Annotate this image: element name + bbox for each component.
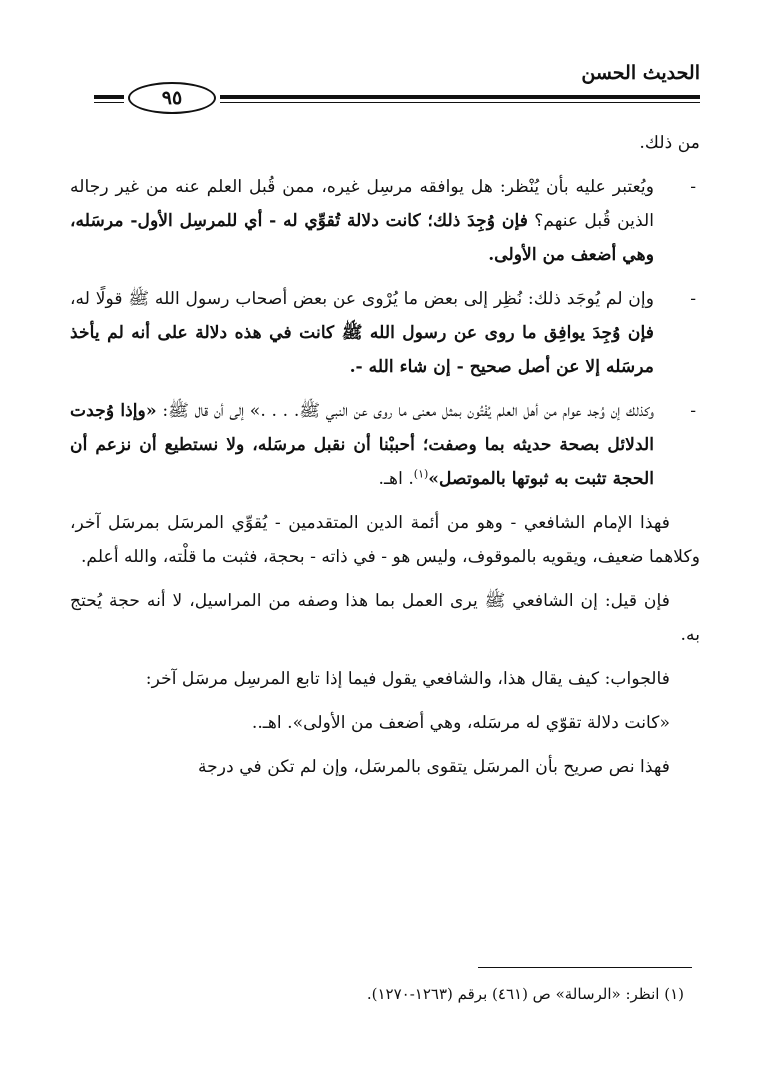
header-rule-left [94,95,124,99]
header-rule-left-thin [94,102,124,103]
bullet-dash: - [690,401,696,421]
footnote: (١) انظر: «الرسالة» ص (٤٦١) برقم (١٢٦٣-١٢٧٠). [366,985,684,1003]
bullet-dash: - [690,289,696,309]
bullet-item [70,394,700,496]
header-rule [220,95,700,99]
bullet-item [70,170,700,272]
paragraph: فهذا الإمام الشافعي - وهو من أئمة الدين المتقدمين - يُقوِّي المرسَل بمرسَل آخر، وكلاهما ضعيف، ويقويه بالموقوف، وليس هو - في ذاته - بحجة، فثبت ما قلْته، والله أعلم. [70,513,700,567]
page-header [94,62,700,112]
paragraph: فهذا نص صريح بأن المرسَل يتقوى بالمرسَل، وإن لم تكن في درجة [197,757,670,777]
running-title: الحديث الحسن [581,62,700,84]
bullet-item [70,282,700,384]
quotation: «كانت دلالة تقوّي له مرسَله، وهي أضعف من الأولى». اهـ.. [251,713,670,733]
paragraph: فالجواب: كيف يقال هذا، والشافعي يقول فيما إذا تابع المرسِل مرسَل آخر: [145,669,670,689]
bullet-dash: - [690,177,696,197]
bullet-text-bold: فإن وُجِدَ يوافِق ما روى عن رسول الله ﷺ كانت في هذه دلالة على أنه لم يأخذ مرسَله إلا عن أصل صحيح - إن شاء الله -. [70,323,654,377]
bullet-text-bold: «وإذا وُجدت الدلائل بصحة حديثه بما وصفت؛ أحببْنا أن نقبل مرسَله، ولا نستطيع أن نزعم أن الحجة تثبت به ثبوتها بالموتصل» [70,401,654,489]
footnote-rule [478,967,692,968]
bullet-text: وإن لم يُوجَد ذلك: نُظِر إلى بعض ما يُرْوى عن بعض أصحاب رسول الله ﷺ قولًا له، [70,289,654,309]
bullet-text: ويُعتبر عليه بأن يُنْظر: هل يوافقه مرسِل غيره، ممن قُبل العلم عنه من غير رجاله الذين قُبل عنهم؟ [70,177,654,231]
paragraph: فإن قيل: إن الشافعي ﷺ يرى العمل بما هذا وصفه من المراسيل، لا أنه حجة يُحتج به. [70,591,700,645]
bullet-text-end: . اهـ. [378,469,414,489]
header-rule-thin [220,102,700,103]
bullet-text: وكذلك إن وُجد عوام من أهل العلم يُفْتُون بمثل معنى ما روى عن النبي ﷺ. . . .» إلى أن قال ﷺ: [156,401,654,421]
bullet-text-bold: فإن وُجِدَ ذلك؛ كانت دلالة تُقوِّي له - أي للمرسِل الأول- مرسَله، وهي أضعف من الأولى. [70,211,654,265]
main-text [70,126,700,784]
page-number: ٩٥ [128,82,216,114]
text-line: من ذلك. [639,133,700,153]
footnote-marker: (١) [413,467,429,481]
